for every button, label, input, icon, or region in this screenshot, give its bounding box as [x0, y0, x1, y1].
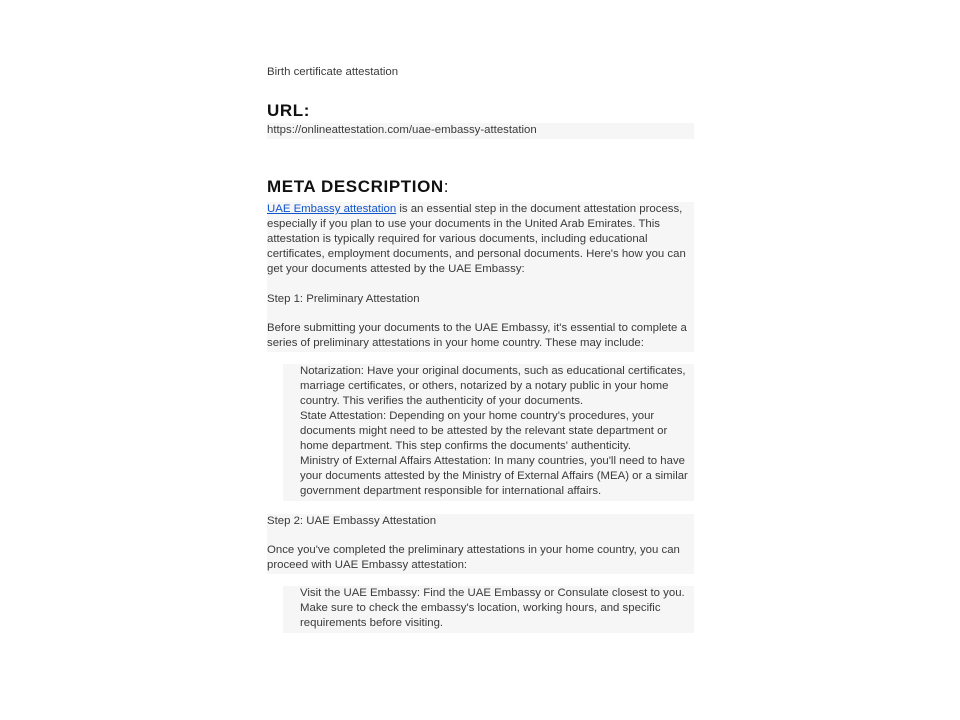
step1-heading: Step 1: Preliminary Attestation: [267, 293, 420, 305]
meta-description-heading: [267, 177, 694, 197]
list-item: Visit the UAE Embassy: Find the UAE Embassy or Consulate closest to you. Make sure to check the embassy's location, working hours, and specific requirements before visiting.: [300, 587, 685, 629]
list-item: State Attestation: Depending on your home country's procedures, your documents might need to be attested by the relevant state department or home department. This step confirms the documents' authenticity.: [300, 410, 668, 452]
meta-description-block: [267, 202, 694, 352]
meta-heading-colon: :: [443, 177, 450, 196]
list-item: Ministry of External Affairs Attestation: In many countries, you'll need to have your documents attested by the Ministry of External Affairs (MEA) or a similar government department responsible for international affairs.: [300, 455, 688, 497]
list-item: Notarization: Have your original documents, such as educational certificates, marriage certificates, or others, notarized by a notary public in your home country. This verifies the authenticity of your documents.: [300, 365, 686, 407]
step2-heading: Step 2: UAE Embassy Attestation: [267, 515, 437, 527]
url-heading: URL:: [267, 101, 310, 120]
document-title-line: Birth certificate attestation: [267, 66, 399, 78]
step1-intro: Before submitting your documents to the UAE Embassy, it's essential to complete a series of preliminary attestations in your home country. These may include:: [267, 322, 687, 349]
step1-list: [283, 364, 694, 501]
meta-description-text: is an essential step in the document attestation process, especially if you plan to use your documents in the United Arab Emirates. This attestation is typically required for various documents, including educational certificates, employment documents, and personal documents. Here's how you can get your documents attested by the UAE Embassy:: [267, 203, 686, 275]
step2-block: [267, 514, 694, 574]
step2-intro: Once you've completed the preliminary attestations in your home country, you can proceed with UAE Embassy attestation:: [267, 544, 680, 571]
step2-list: [283, 586, 694, 633]
meta-description-paragraph: [267, 202, 694, 277]
meta-heading-text: META DESCRIPTION: [267, 177, 444, 196]
url-value: https://onlineattestation.com/uae-embassy-attestation: [267, 123, 694, 139]
uae-embassy-attestation-link[interactable]: UAE Embassy attestation: [267, 203, 397, 215]
